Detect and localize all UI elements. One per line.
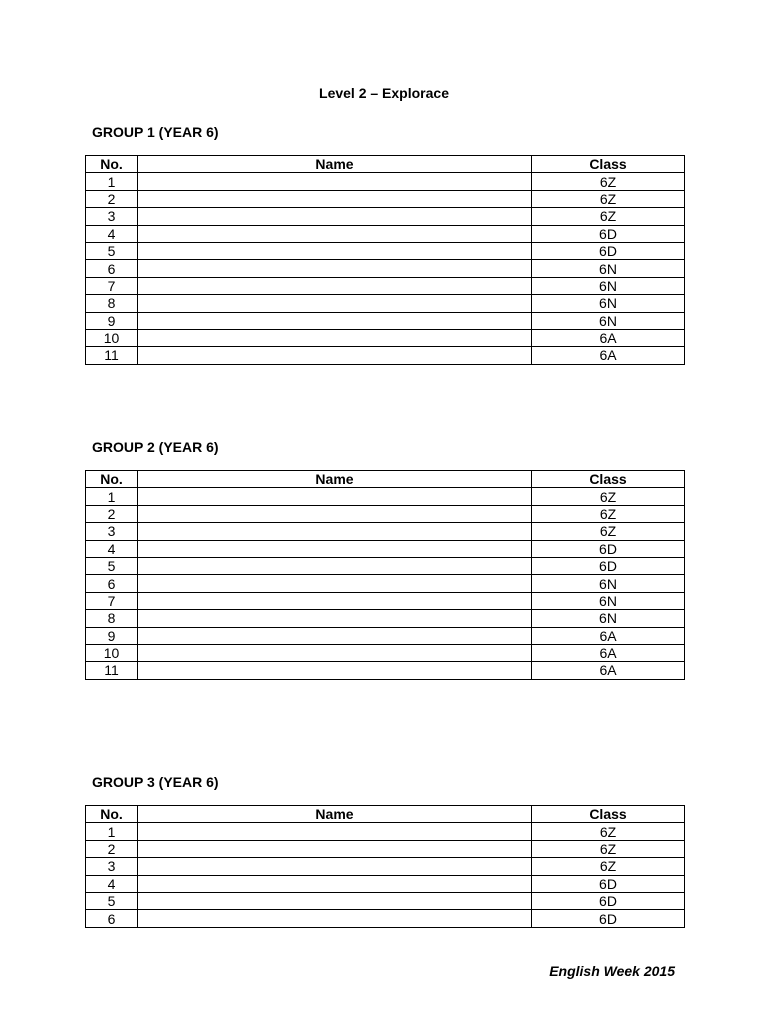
table-row [86, 875, 685, 892]
cell-class: 6Z [532, 823, 685, 840]
cell-class: 6N [532, 260, 685, 277]
cell-name [138, 644, 532, 661]
cell-no: 2 [86, 505, 138, 522]
cell-name [138, 840, 532, 857]
cell-name [138, 173, 532, 190]
cell-class: 6A [532, 347, 685, 364]
cell-name [138, 277, 532, 294]
cell-class: 6N [532, 592, 685, 609]
table-row [86, 488, 685, 505]
table-row [86, 540, 685, 557]
cell-class: 6Z [532, 858, 685, 875]
cell-no: 5 [86, 242, 138, 259]
page-title: Level 2 – Explorace [319, 85, 449, 101]
cell-name [138, 823, 532, 840]
cell-no: 9 [86, 627, 138, 644]
cell-class: 6N [532, 312, 685, 329]
cell-no: 6 [86, 910, 138, 927]
cell-name [138, 347, 532, 364]
table-row [86, 610, 685, 627]
cell-no: 1 [86, 823, 138, 840]
group-3-table [85, 805, 685, 928]
cell-no: 8 [86, 610, 138, 627]
cell-class: 6D [532, 892, 685, 909]
column-header-no: No. [86, 471, 138, 488]
cell-class: 6Z [532, 190, 685, 207]
table-header-row [86, 156, 685, 173]
cell-class: 6D [532, 557, 685, 574]
column-header-name: Name [138, 806, 532, 823]
table-row [86, 858, 685, 875]
cell-no: 10 [86, 329, 138, 346]
group-1-heading: GROUP 1 (YEAR 6) [92, 124, 219, 140]
table-row [86, 823, 685, 840]
column-header-name: Name [138, 156, 532, 173]
table-row [86, 277, 685, 294]
table-row [86, 208, 685, 225]
table-row [86, 173, 685, 190]
cell-class: 6D [532, 910, 685, 927]
cell-no: 2 [86, 840, 138, 857]
table-row [86, 225, 685, 242]
cell-name [138, 875, 532, 892]
cell-class: 6Z [532, 505, 685, 522]
cell-name [138, 208, 532, 225]
cell-name [138, 627, 532, 644]
cell-class: 6A [532, 662, 685, 679]
table-row [86, 329, 685, 346]
table-row [86, 523, 685, 540]
column-header-no: No. [86, 156, 138, 173]
cell-no: 6 [86, 260, 138, 277]
table-row [86, 260, 685, 277]
table-row [86, 840, 685, 857]
cell-class: 6D [532, 242, 685, 259]
cell-no: 7 [86, 277, 138, 294]
group-2-table [85, 470, 685, 680]
cell-name [138, 575, 532, 592]
table-row [86, 190, 685, 207]
group-3-heading: GROUP 3 (YEAR 6) [92, 774, 219, 790]
cell-no: 5 [86, 557, 138, 574]
cell-no: 1 [86, 488, 138, 505]
cell-no: 4 [86, 225, 138, 242]
cell-class: 6Z [532, 208, 685, 225]
cell-class: 6N [532, 575, 685, 592]
table-row [86, 557, 685, 574]
cell-class: 6A [532, 644, 685, 661]
cell-no: 9 [86, 312, 138, 329]
table-row [86, 575, 685, 592]
cell-no: 4 [86, 875, 138, 892]
cell-no: 3 [86, 523, 138, 540]
cell-class: 6A [532, 627, 685, 644]
cell-no: 8 [86, 295, 138, 312]
cell-no: 11 [86, 347, 138, 364]
cell-class: 6Z [532, 523, 685, 540]
cell-name [138, 557, 532, 574]
cell-name [138, 329, 532, 346]
cell-name [138, 260, 532, 277]
cell-no: 6 [86, 575, 138, 592]
cell-class: 6D [532, 875, 685, 892]
table-header-row [86, 806, 685, 823]
cell-no: 5 [86, 892, 138, 909]
cell-name [138, 610, 532, 627]
cell-no: 3 [86, 858, 138, 875]
cell-name [138, 225, 532, 242]
cell-no: 7 [86, 592, 138, 609]
column-header-no: No. [86, 806, 138, 823]
cell-name [138, 858, 532, 875]
cell-class: 6N [532, 295, 685, 312]
table-row [86, 505, 685, 522]
cell-name [138, 592, 532, 609]
table-row [86, 910, 685, 927]
cell-no: 3 [86, 208, 138, 225]
column-header-class: Class [532, 471, 685, 488]
table-row [86, 312, 685, 329]
group-1-table [85, 155, 685, 365]
table-row [86, 347, 685, 364]
cell-no: 1 [86, 173, 138, 190]
group-2-heading: GROUP 2 (YEAR 6) [92, 439, 219, 455]
cell-name [138, 242, 532, 259]
cell-no: 10 [86, 644, 138, 661]
table-row [86, 592, 685, 609]
cell-name [138, 505, 532, 522]
cell-name [138, 910, 532, 927]
cell-no: 2 [86, 190, 138, 207]
cell-name [138, 523, 532, 540]
cell-class: 6D [532, 225, 685, 242]
cell-name [138, 892, 532, 909]
cell-no: 11 [86, 662, 138, 679]
table-row [86, 892, 685, 909]
footer-label: English Week 2015 [549, 963, 675, 979]
cell-name [138, 295, 532, 312]
table-row [86, 644, 685, 661]
table-row [86, 627, 685, 644]
cell-class: 6Z [532, 173, 685, 190]
cell-name [138, 190, 532, 207]
table-header-row [86, 471, 685, 488]
table-row [86, 295, 685, 312]
cell-class: 6N [532, 610, 685, 627]
cell-name [138, 662, 532, 679]
cell-class: 6Z [532, 840, 685, 857]
table-row [86, 242, 685, 259]
column-header-name: Name [138, 471, 532, 488]
cell-class: 6N [532, 277, 685, 294]
cell-name [138, 312, 532, 329]
column-header-class: Class [532, 156, 685, 173]
cell-class: 6D [532, 540, 685, 557]
cell-class: 6A [532, 329, 685, 346]
column-header-class: Class [532, 806, 685, 823]
cell-name [138, 540, 532, 557]
table-row [86, 662, 685, 679]
cell-no: 4 [86, 540, 138, 557]
cell-class: 6Z [532, 488, 685, 505]
cell-name [138, 488, 532, 505]
